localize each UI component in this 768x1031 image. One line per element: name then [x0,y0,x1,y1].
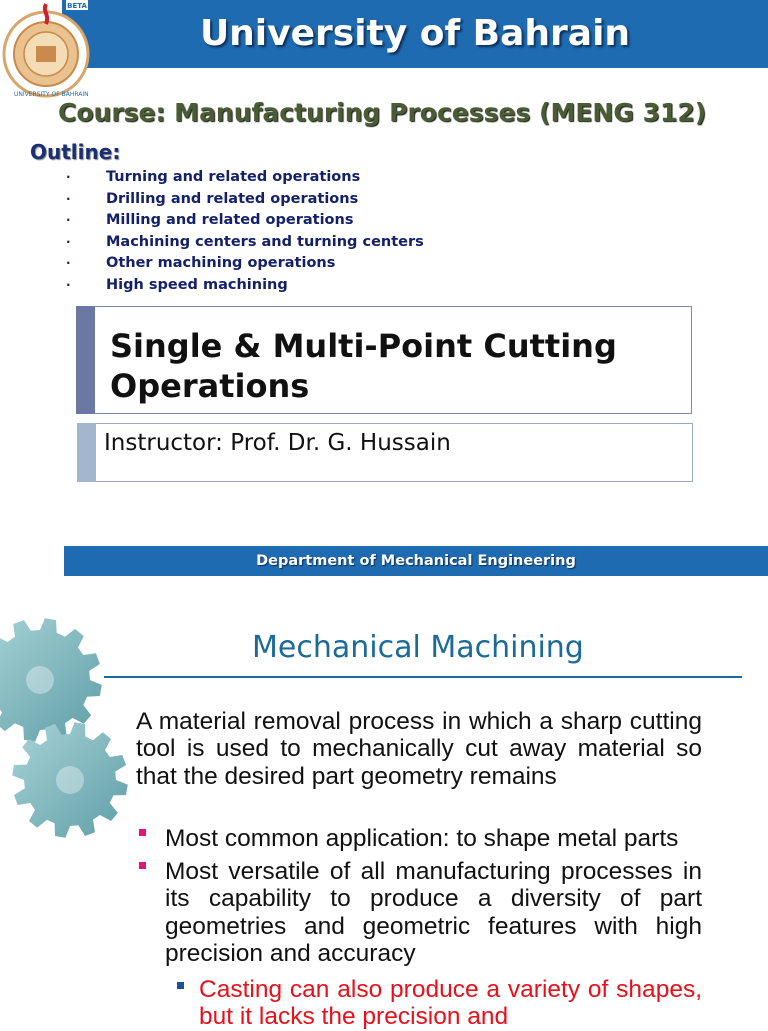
outline-heading: Outline: [30,140,121,164]
sub-bullet-marker [177,982,184,989]
university-logo [2,0,90,106]
list-item [62,189,482,211]
outline-item-label: Drilling and related operations [106,190,359,207]
gear-hub [26,666,54,694]
bullet-dot: · [66,191,71,206]
lecture-title: Single & Multi-Point Cutting Operations [110,327,617,405]
outline-item-label: Other machining operations [106,255,336,272]
bullet-dot: · [66,170,71,184]
gear-hub [56,766,84,794]
bullet-dot: · [66,256,71,271]
course-title: Course: Manufacturing Processes (MENG 312) [58,98,707,127]
outline-item-label: High speed machining [106,276,288,293]
title-box-accent [76,306,95,414]
department-label: Department of Mechanical Engineering [256,553,576,569]
bullet-marker [139,862,146,869]
slide-title: Mechanical Machining [252,630,584,665]
bullet-text: Most versatile of all manufacturing processes in its capability to produce a diversity of part geometries and geometric features with high precision and accuracy [165,858,702,968]
bullet-dot: · [66,213,71,228]
list-item [62,253,482,275]
bullet-dot: · [66,234,71,249]
instructor-name: Instructor: Prof. Dr. G. Hussain [104,430,451,456]
logo-badge: BETA [67,2,87,10]
list-item [62,275,482,297]
university-title: University of Bahrain [199,13,631,54]
outline-item-label: Milling and related operations [106,212,354,229]
title-underline [104,676,742,678]
list-item [62,232,482,254]
instructor-box-accent [77,423,96,482]
sub-bullet-text: Casting can also produce a variety of shapes, but it lacks the precision and [199,976,702,1031]
definition-text [136,708,702,790]
bullet-text: Most common application: to shape metal parts [165,825,679,852]
outline-list [62,167,482,297]
logo-text: UNIVERSITY OF BAHRAIN [14,91,89,98]
list-item [62,167,482,189]
outline-item-label: Turning and related operations [106,169,361,185]
bullet-marker [139,829,146,836]
list-item [62,210,482,232]
outline-item-label: Machining centers and turning centers [106,233,424,250]
definition-content: A material removal process in which a sharp cutting tool is used to mechanically cut away material so that the desired part geometry remains [136,708,702,790]
bullet-dot: · [66,277,71,292]
